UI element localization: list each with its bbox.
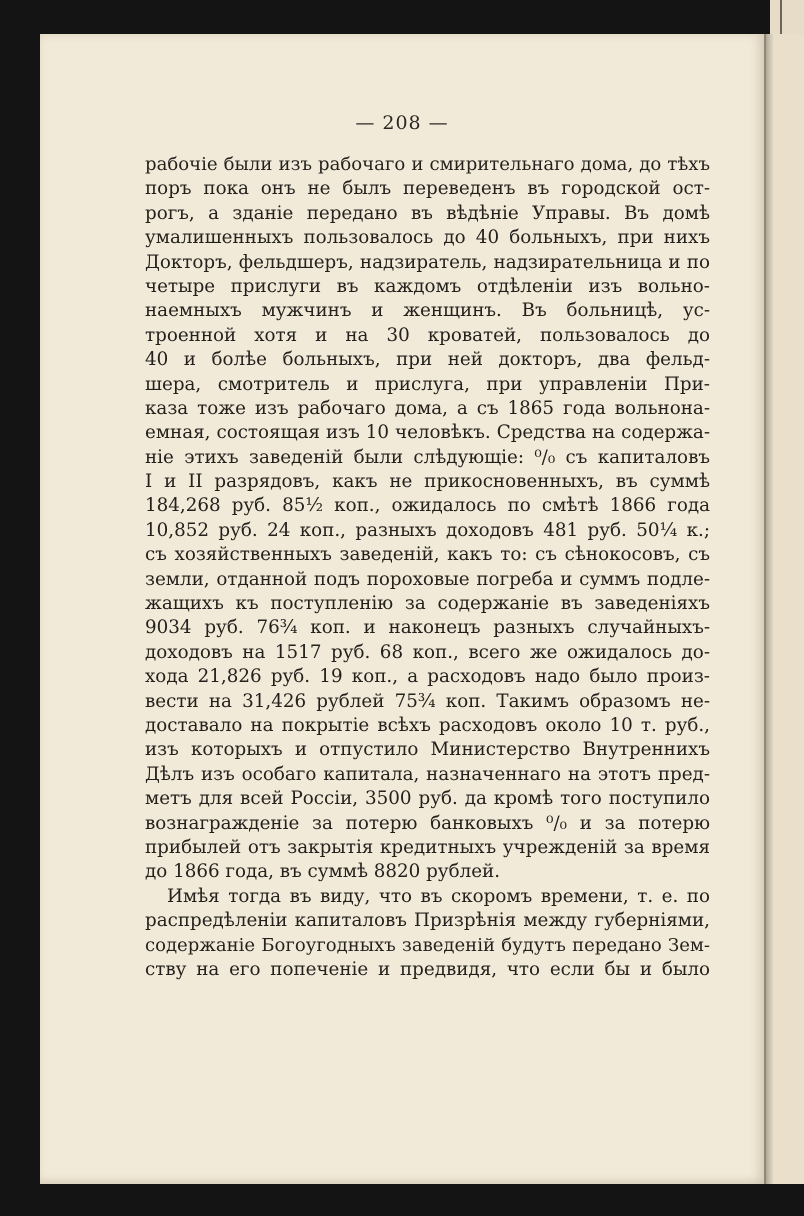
text-line: Дѣлъ изъ особаго капитала, назначеннаго на этотъ пред- bbox=[145, 763, 710, 785]
text-line: 184,268 руб. 85½ коп., ожидалось по смѣтѣ 1866 года bbox=[145, 495, 710, 517]
text-line: емная, состоящая изъ 10 человѣкъ. Средства на содержа- bbox=[145, 422, 710, 444]
text-line: ству на его попеченіе и предвидя, что если бы и было bbox=[145, 958, 710, 980]
page-number: — 208 — bbox=[355, 112, 449, 134]
text-line: Имѣя тогда въ виду, что въ скоромъ времени, т. е. по bbox=[167, 885, 710, 907]
text-line: метъ для всей Россіи, 3500 руб. да кромѣ того поступило bbox=[145, 788, 710, 810]
text-line: доходовъ на 1517 руб. 68 коп., всего же ожидалось до- bbox=[145, 641, 710, 663]
text-line: прибылей отъ закрытія кредитныхъ учрежденій за время bbox=[145, 836, 710, 858]
text-line: рабочіе были изъ рабочаго и смирительнаго дома, до тѣхъ bbox=[145, 154, 710, 175]
text-line: доставало на покрытіе всѣхъ расходовъ около 10 т. руб., bbox=[145, 714, 710, 736]
text-line: ніе этихъ заведеній были слѣдующіе: ⁰/₀ съ капиталовъ bbox=[145, 446, 710, 468]
text-line: до 1866 года, въ суммѣ 8820 рублей. bbox=[145, 861, 501, 883]
text-line: рогъ, а зданіе передано въ вѣдѣніе Управы. Въ домѣ bbox=[145, 202, 710, 224]
text-line: I и II разрядовъ, какъ не прикосновенныхъ, въ суммѣ bbox=[145, 471, 710, 493]
text-line: 40 и болѣе больныхъ, при ней докторъ, два фельд- bbox=[145, 349, 710, 371]
text-line: поръ пока онъ не былъ переведенъ въ городской ост- bbox=[145, 178, 710, 200]
text-line: вознагражденіе за потерю банковыхъ ⁰/₀ и за потерю bbox=[145, 812, 710, 834]
text-line: содержаніе Богоугодныхъ заведеній будутъ передано Зем- bbox=[145, 934, 710, 956]
text-line: 9034 руб. 76¾ коп. и наконецъ разныхъ случайныхъ- bbox=[145, 617, 710, 639]
text-line: каза тоже изъ рабочаго дома, а съ 1865 года вольнона- bbox=[145, 397, 710, 419]
text-line: хода 21,826 руб. 19 коп., а расходовъ надо было произ- bbox=[145, 666, 710, 688]
text-line: съ хозяйственныхъ заведеній, какъ то: съ сѣнокосовъ, съ bbox=[145, 544, 710, 566]
body-text bbox=[145, 153, 710, 982]
gutter-shadow bbox=[766, 34, 774, 1184]
tab-edge bbox=[780, 0, 782, 36]
text-line: жащихъ къ поступленію за содержаніе въ заведеніяхъ bbox=[145, 593, 710, 615]
text-line: четыре прислуги въ каждомъ отдѣленіи изъ вольно- bbox=[145, 275, 710, 297]
text-line: наемныхъ мужчинъ и женщинъ. Въ больницѣ, ус- bbox=[145, 300, 710, 322]
text-line: вести на 31,426 рублей 75¾ коп. Такимъ образомъ не- bbox=[145, 690, 710, 712]
text-line: троенной хотя и на 30 кроватей, пользовалось до bbox=[145, 324, 710, 346]
text-line: Докторъ, фельдшеръ, надзиратель, надзирательница и по bbox=[145, 251, 710, 273]
top-tab bbox=[770, 0, 804, 36]
facing-page-edge bbox=[764, 34, 804, 1184]
text-line: земли, отданной подъ пороховые погреба и суммъ подле- bbox=[145, 568, 710, 590]
text-line: распредѣленіи капиталовъ Призрѣнія между губерніями, bbox=[145, 910, 710, 932]
text-line: 10,852 руб. 24 коп., разныхъ доходовъ 481 руб. 50¼ к.; bbox=[145, 519, 710, 541]
text-line: умалишенныхъ пользовалось до 40 больныхъ, при нихъ bbox=[145, 227, 710, 249]
text-line: изъ которыхъ и отпустило Министерство Внутреннихъ bbox=[145, 739, 710, 761]
text-line: шера, смотритель и прислуга, при управленіи При- bbox=[145, 373, 710, 395]
